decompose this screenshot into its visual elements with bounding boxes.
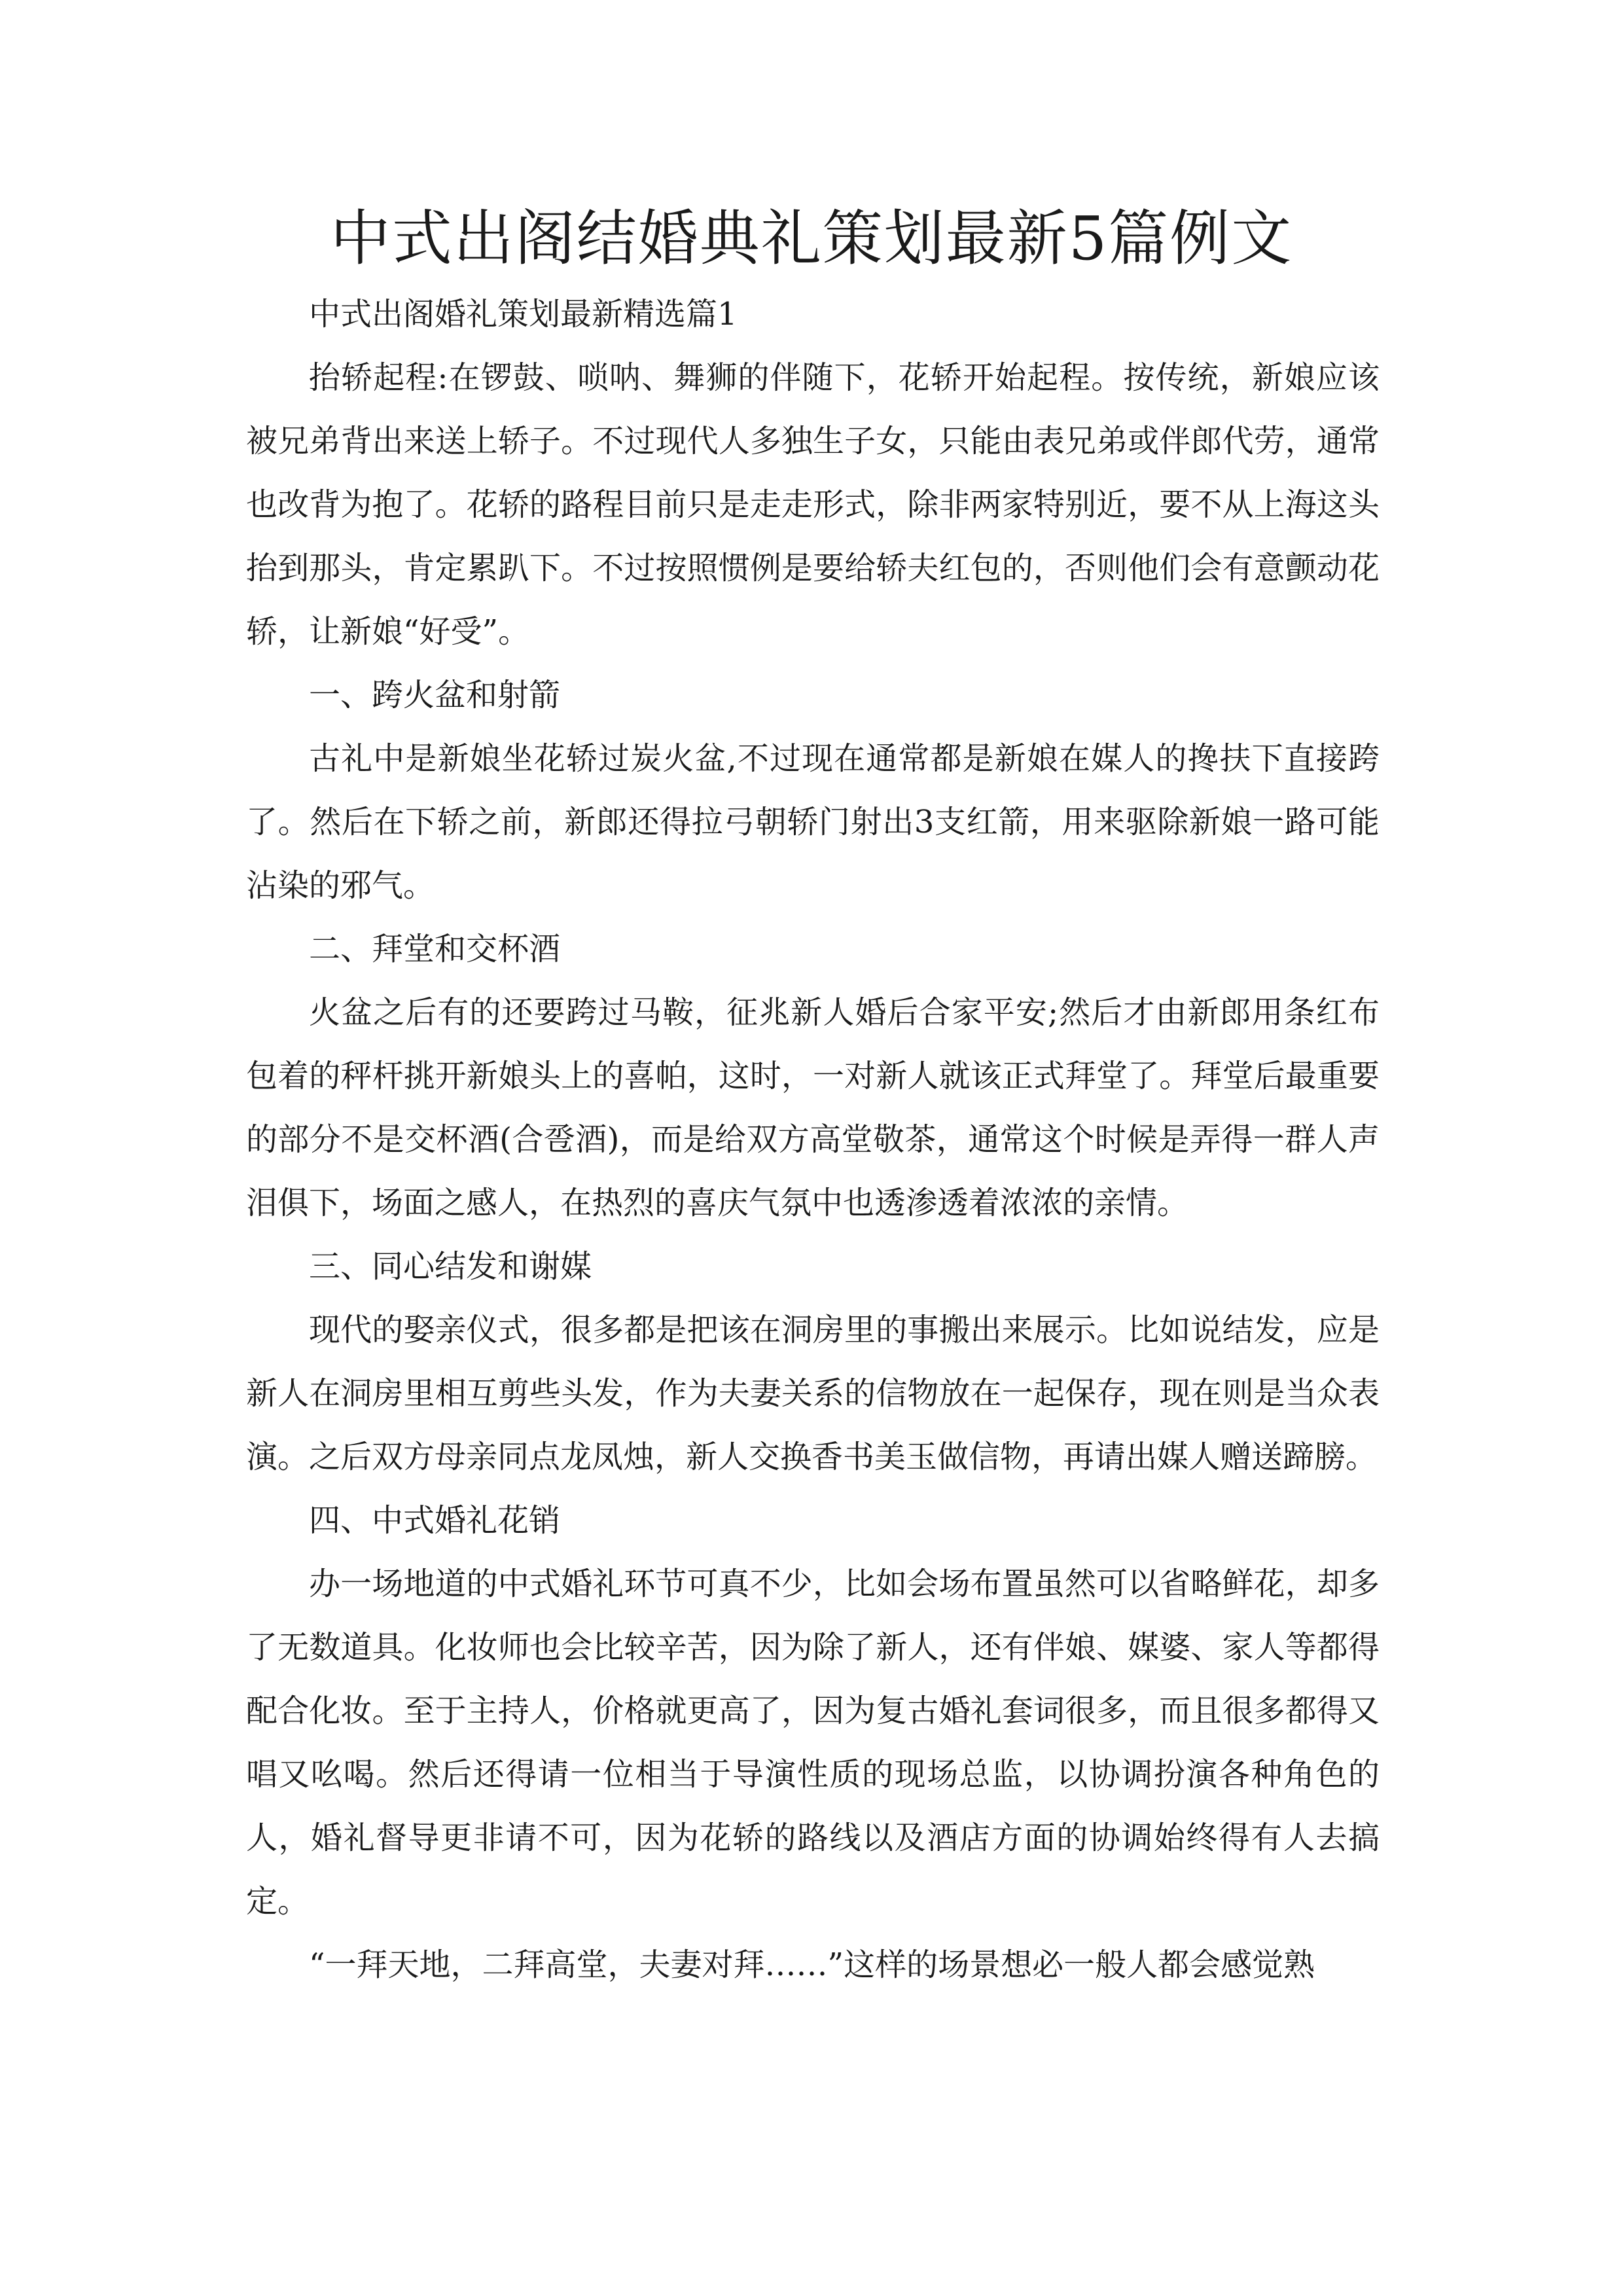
section-heading-worship: 二、拜堂和交杯酒 <box>309 931 561 967</box>
section-subtitle: 中式出阁婚礼策划最新精选篇1 <box>309 296 738 332</box>
section-heading-fire-basin: 一、跨火盆和射箭 <box>309 677 561 713</box>
paragraph-final: “一拜天地，二拜高堂，夫妻对拜……”这样的场景想必一般人都会感觉熟 <box>309 1946 1315 1983</box>
paragraph-costs: 办一场地道的中式婚礼环节可真不少，比如会场布置虽然可以省略鲜花，却多了无数道具。化妆师也会比较辛苦，因为除了新人，还有伴娘、媒婆、家人等都得配合化妆。至于主持人，价格就更高了，因为复古婚礼套词很多，而且很多都得又唱又吆喝。然后还得请一位相当于导演性质的现场总监，以协调扮演各种角色的人，婚礼督导更非请不可，因为花轿的路线以及酒店方面的协调始终得有人去搞定。 <box>246 1566 1380 1920</box>
paragraph-worship: 火盆之后有的还要跨过马鞍，征兆新人婚后合家平安;然后才由新郎用条红布包着的秤杆挑开新娘头上的喜帕，这时，一对新人就该正式拜堂了。拜堂后最重要的部分不是交杯酒(合卺酒)，而是给双方高堂敬茶，通常这个时候是弄得一群人声泪俱下，场面之感人，在热烈的喜庆气氛中也透渗透着浓浓的亲情。 <box>246 994 1380 1221</box>
document-body <box>246 283 1380 1997</box>
paragraph-fire-basin: 古礼中是新娘坐花轿过炭火盆,不过现在通常都是新娘在媒人的搀扶下直接跨了。然后在下轿之前，新郎还得拉弓朝轿门射出3支红箭，用来驱除新娘一路可能沾染的邪气。 <box>246 740 1380 904</box>
section-heading-costs: 四、中式婚礼花销 <box>309 1502 561 1539</box>
paragraph-sedan-procession: 抬轿起程:在锣鼓、唢呐、舞狮的伴随下，花轿开始起程。按传统，新娘应该被兄弟背出来送上轿子。不过现代人多独生子女，只能由表兄弟或伴郎代劳，通常也改背为抱了。花轿的路程目前只是走走形式，除非两家特别近，要不从上海这头抬到那头，肯定累趴下。不过按照惯例是要给轿夫红包的，否则他们会有意颤动花轿，让新娘“好受”。 <box>246 359 1380 650</box>
document-title: 中式出阁结婚典礼策划最新5篇例文 <box>330 204 1293 274</box>
paragraph-hair-knot: 现代的娶亲仪式，很多都是把该在洞房里的事搬出来展示。比如说结发，应是新人在洞房里相互剪些头发，作为夫妻关系的信物放在一起保存，现在则是当众表演。之后双方母亲同点龙凤烛，新人交换香书美玉做信物，再请出媒人赠送蹄膀。 <box>246 1312 1380 1475</box>
section-heading-hair-knot: 三、同心结发和谢媒 <box>309 1248 592 1285</box>
